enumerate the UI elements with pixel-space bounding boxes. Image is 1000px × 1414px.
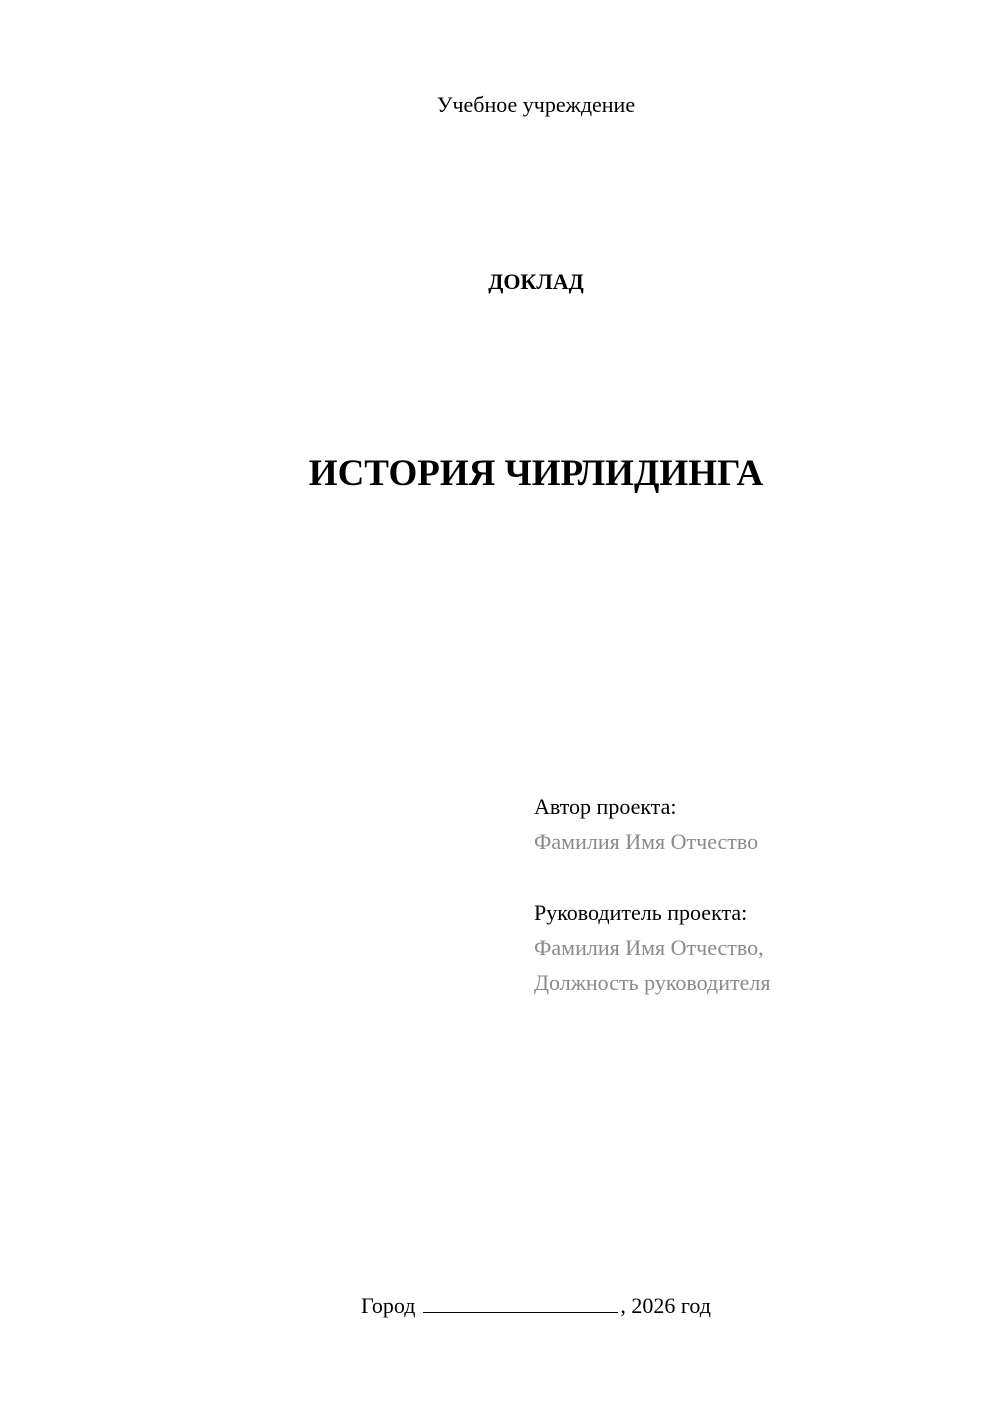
institution-name: Учебное учреждение [436,92,636,117]
year-text: , 2026 год [620,1293,711,1318]
supervisor-position: Должность руководителя [534,970,771,995]
footer-city-year [0,1290,1000,1321]
credits-block [534,789,974,1000]
credits-spacer [534,859,974,895]
author-label: Автор проекта: [534,794,677,819]
document-title: ИСТОРИЯ ЧИРЛИДИНГА [308,453,764,494]
document-type: ДОКЛАД [488,269,584,294]
supervisor-label: Руководитель проекта: [534,900,748,925]
supervisor-name: Фамилия Имя Отчество, [534,935,764,960]
city-label: Город [361,1293,416,1318]
author-name: Фамилия Имя Отчество [534,829,759,854]
city-blank-line [423,1290,618,1313]
